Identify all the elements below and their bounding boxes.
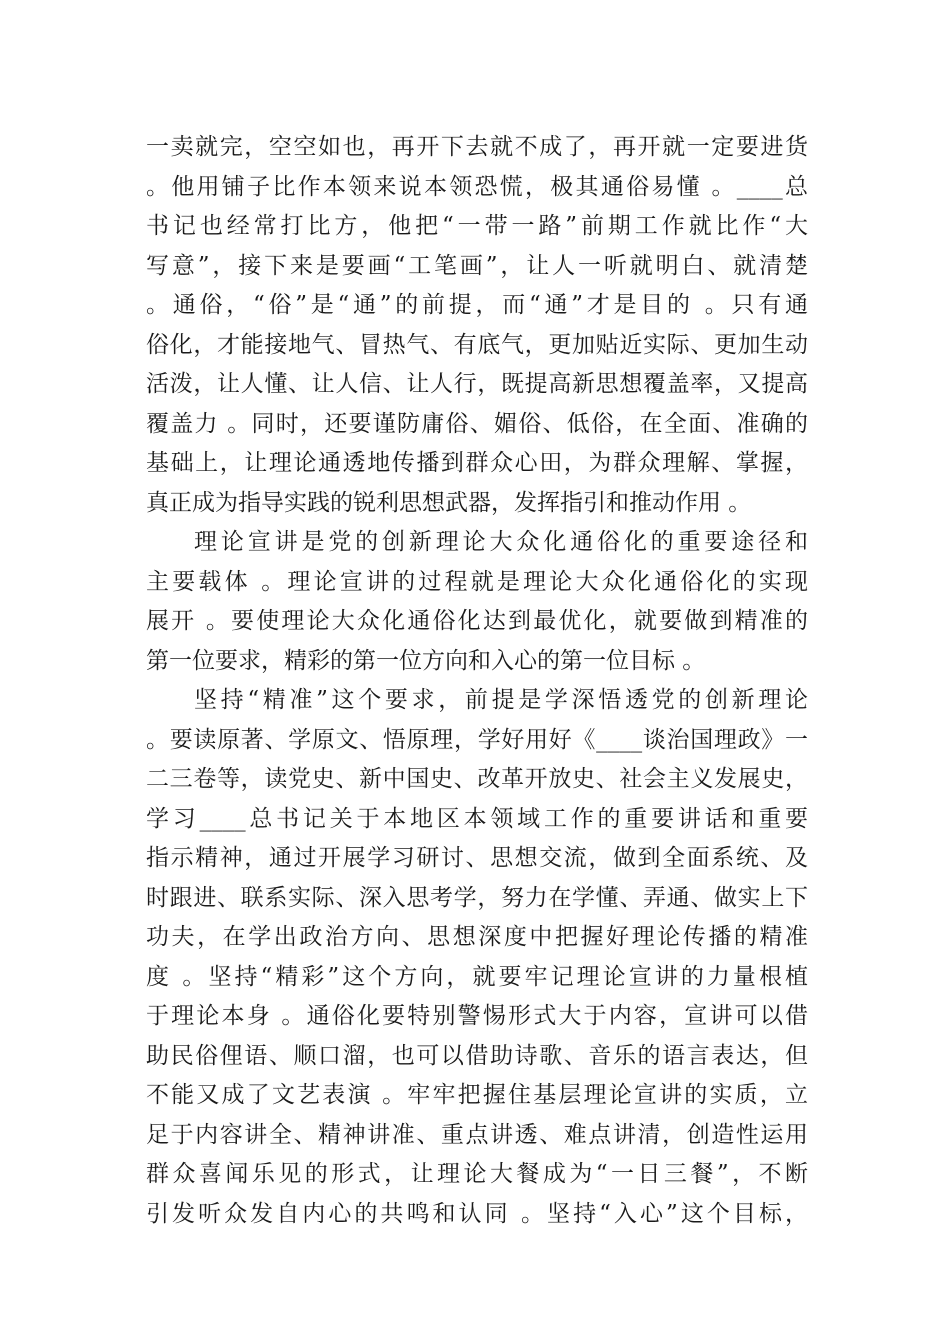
text-line: 足于内容讲全、精神讲准、重点讲透、难点讲清，创造性运用 <box>146 1121 808 1148</box>
text-line: 。要读原著、学原文、悟原理，学好用好《____谈治国理政》一 <box>146 726 808 753</box>
text-line: 真正成为指导实践的锐利思想武器，发挥指引和推动作用 。 <box>146 489 752 516</box>
text-line: 。他用铺子比作本领来说本领恐慌，极其通俗易懂 。____总 <box>146 173 808 200</box>
text-line: 助民俗俚语、顺口溜，也可以借助诗歌、音乐的语言表达，但 <box>146 1042 808 1069</box>
text-line: 理论宣讲是党的创新理论大众化通俗化的重要途径和 <box>194 529 808 555</box>
text-line: 一卖就完，空空如也，再开下去就不成了，再开就一定要进货 <box>146 134 808 160</box>
text-line: 于理论本身 。通俗化要特别警惕形式大于内容，宣讲可以借 <box>146 1003 808 1029</box>
text-line: 主要载体 。理论宣讲的过程就是理论大众化通俗化的实现 <box>146 568 808 595</box>
text-line: 引发听众发自内心的共鸣和认同 。坚持“入心”这个目标， <box>146 1200 808 1227</box>
text-line: 覆盖力 。同时，还要谨防庸俗、媚俗、低俗，在全面、准确的 <box>146 410 808 437</box>
text-line: 二三卷等，读党史、新中国史、改革开放史、社会主义发展史， <box>146 766 808 792</box>
text-line: 功夫，在学出政治方向、思想深度中把握好理论传播的精准 <box>146 924 808 950</box>
text-line: 基础上，让理论通透地传播到群众心田，为群众理解、掌握， <box>146 450 808 476</box>
text-line: 学习____总书记关于本地区本领域工作的重要讲话和重要 <box>146 805 808 832</box>
text-line: 时跟进、联系实际、深入思考学，努力在学懂、弄通、做实上下 <box>146 884 808 911</box>
text-line: 第一位要求，精彩的第一位方向和入心的第一位目标 。 <box>146 647 706 674</box>
text-line: 书记也经常打比方，他把“一带一路”前期工作就比作“大 <box>146 213 808 239</box>
text-line: 群众喜闻乐见的形式，让理论大餐成为“一日三餐”，不断 <box>146 1161 808 1187</box>
text-line: 展开 。要使理论大众化通俗化达到最优化，就要做到精准的 <box>146 608 808 634</box>
text-line: 活泼，让人懂、让人信、让人行，既提高新思想覆盖率，又提高 <box>146 371 808 397</box>
text-line: 俗化，才能接地气、冒热气、有底气，更加贴近实际、更加生动 <box>146 331 808 358</box>
text-line: 指示精神，通过开展学习研讨、思想交流，做到全面系统、及 <box>146 845 808 871</box>
text-line: 坚持“精准”这个要求，前提是学深悟透党的创新理论 <box>194 687 808 713</box>
text-line: 。通俗，“俗”是“通”的前提，而“通”才是目的 。只有通 <box>146 292 808 318</box>
text-line: 度 。坚持“精彩”这个方向，就要牢记理论宣讲的力量根植 <box>146 963 808 990</box>
document-body <box>146 128 808 1234</box>
text-line: 不能又成了文艺表演 。牢牢把握住基层理论宣讲的实质，立 <box>146 1082 808 1108</box>
text-line: 写意”，接下来是要画“工笔画”，让人一听就明白、就清楚 <box>146 252 808 279</box>
